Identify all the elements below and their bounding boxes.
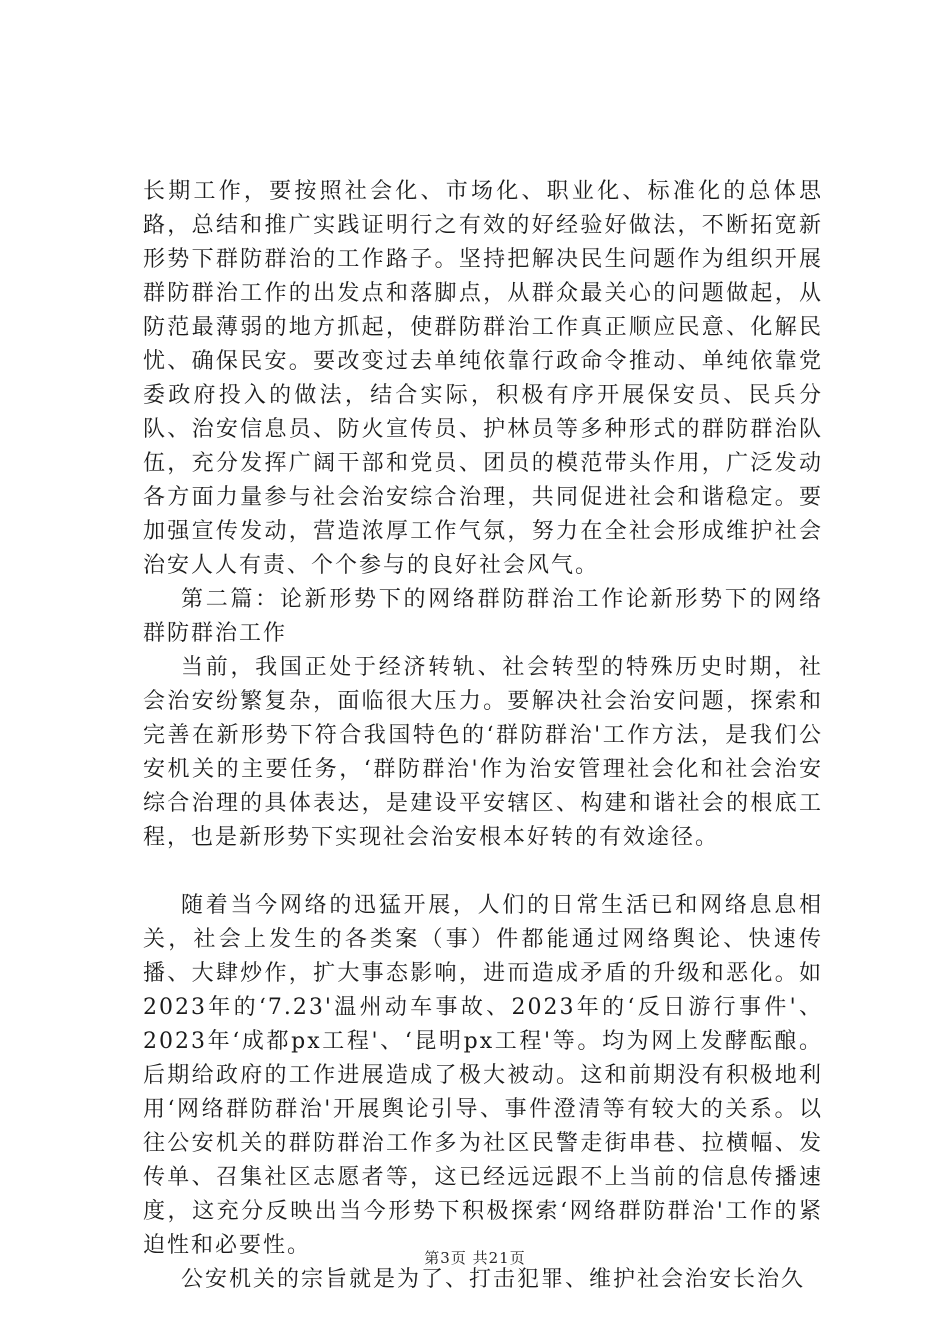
page-footer: 第3页 共21页 [424,1249,526,1267]
paragraph-4: 随着当今网络的迅猛开展，人们的日常生活已和网络息息相关，社会上发生的各类案（事）件都能通过网络舆论、快速传播、大肆炒作，扩大事态影响，进而造成矛盾的升级和恶化。如2023年的‘7.23'温州动车事故、2023年的‘反日游行事件'、2023年‘成都px工程'、‘昆明px工程'等。均为网上发酵酝酿。后期给政府的工作进展造成了极大被动。这和前期没有积极地利用‘网络群防群治'开展舆论引导、事件澄清等有较大的关系。以往公安机关的群防群治工作多为社区民警走街串巷、拉横幅、发传单、召集社区志愿者等，这已经远远跟不上当前的信息传播速度，这充分反映出当今形势下积极探索‘网络群防群治'工作的紧迫性和必要性。 [143,893,823,1258]
paragraph-1: 长期工作，要按照社会化、市场化、职业化、标准化的总体思路，总结和推广实践证明行之有效的好经验好做法，不断拓宽新形势下群防群治的工作路子。坚持把解决民生问题作为组织开展群防群治工作的出发点和落脚点，从群众最关心的问题做起，从防范最薄弱的地方抓起，使群防群治工作真正顺应民意、化解民忧、确保民安。要改变过去单纯依靠行政命令推动、单纯依靠党委政府投入的做法，结合实际，积极有序开展保安员、民兵分队、治安信息员、防火宣传员、护林员等多种形式的群防群治队伍，充分发挥广阔干部和党员、团员的模范带头作用，广泛发动各方面力量参与社会治安综合治理，共同促进社会和谐稳定。要加强宣传发动，营造浓厚工作气氛，努力在全社会形成维护社会治安人人有责、个个参与的良好社会风气。 [143,179,823,578]
paragraph-5: 公安机关的宗旨就是为了、打击犯罪、维护社会治安长治久 [181,1267,806,1292]
paragraph-spacer [143,855,823,889]
paragraph-3: 当前，我国正处于经济转轨、社会转型的特殊历史时期，社会治安纷繁复杂，面临很大压力。要解决社会治安问题，探索和完善在新形势下符合我国特色的‘群防群治'工作方法，是我们公安机关的主要任务，‘群防群治'作为治安管理社会化和社会治安综合治理的具体表达，是建设平安辖区、构建和谐社会的根底工程，也是新形势下实现社会治安根本好转的有效途径。 [143,655,823,850]
section-heading-paragraph: 第二篇：论新形势下的网络群防群治工作论新形势下的网络群防群治工作 [143,587,823,646]
document-body [143,175,823,1297]
